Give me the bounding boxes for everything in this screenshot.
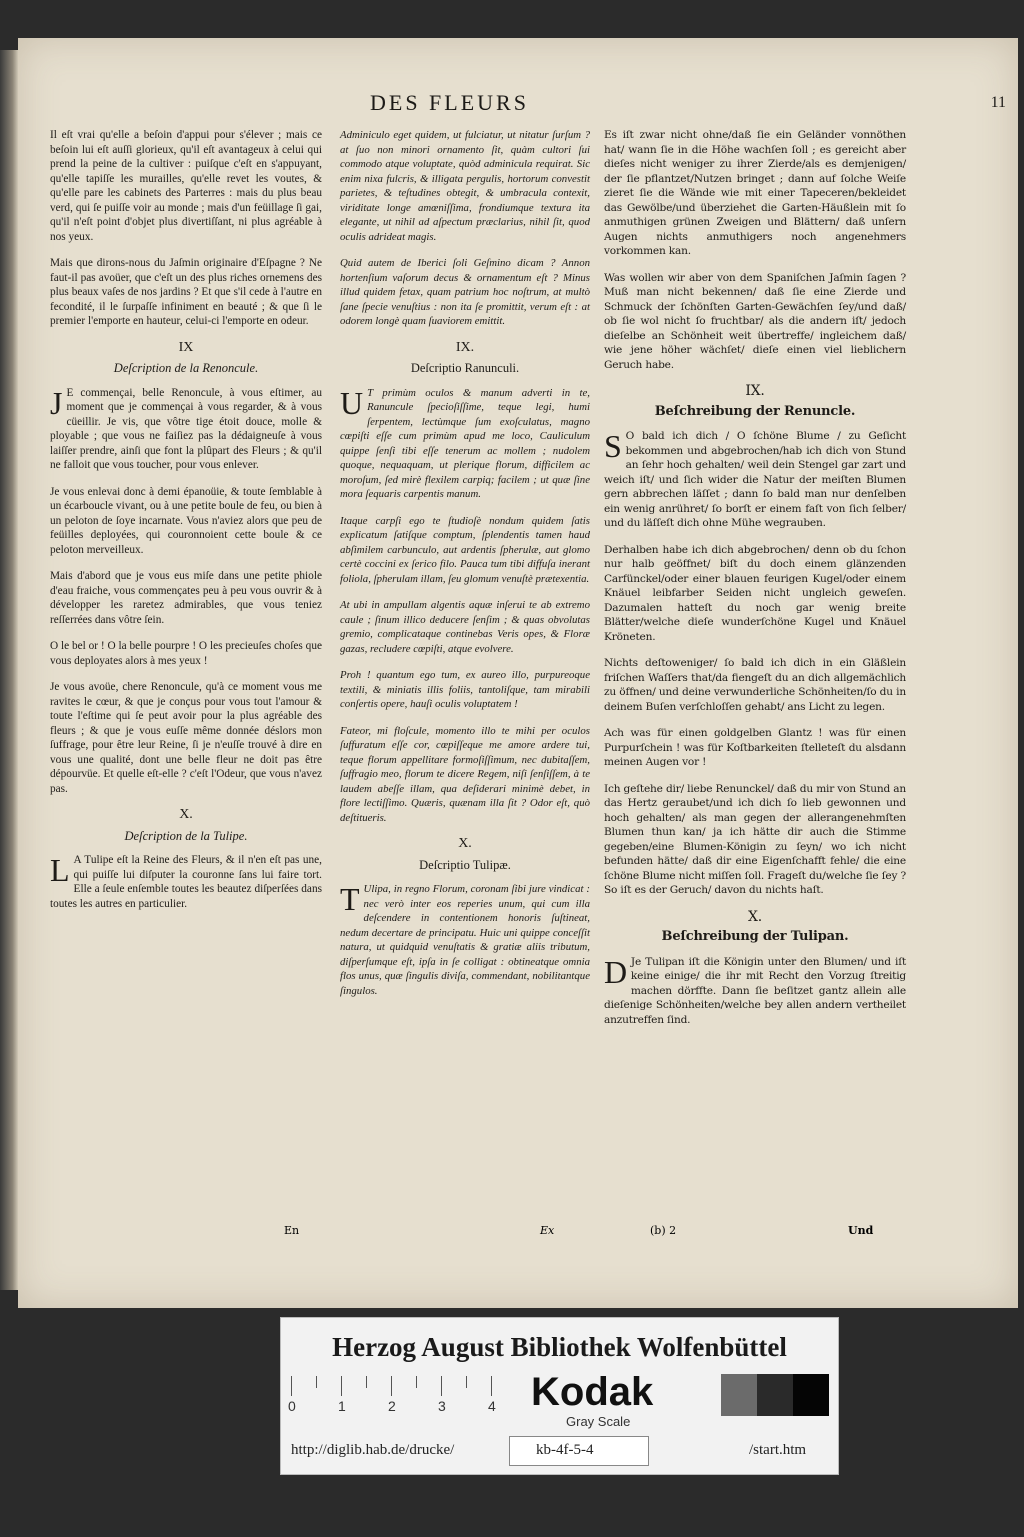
- latin-ranunculus-p1: U T primùm oculos & manum adverti in te, Ranuncule ſpecioſiſſime, teque legi, humi ſerpentem, lectùmque ſum exoſculatus, magno cœpiſti eſſe cum primùm apud me loco, Cauliculum quippe ſenſi tibi eſſe tenerum ac mollem ; nudolem quoque, nequaquam, ut plerique florum, difficilem ac moroſum, ſed mirè flexilem carpiq; facilem ; ut quæ ſine mora ſequaris carpentis manum.: [340, 384, 590, 500]
- book-page: [18, 38, 1018, 1308]
- latin-column: [340, 128, 590, 1010]
- latin-dropcap-u: U: [340, 384, 364, 421]
- latin-section-9-number: IX.: [455, 339, 475, 355]
- german-intro-1: Es iſt zwar nicht ohne/daß ſie ein Geländer vonnöthen hat/ wann ſie in die Höhe wachſen ſoll ; es gereicht aber dieſes nicht weniger zu ihrer Zierde/als es demjenigen/ der ſie pflantzet/Nutzen bringet ; dann auf ſolche Weiſe zieret ſie die Wände wie mit einer Tapeceren/bekleidet das Gewölbe/und überziehet die Garten-Häußlein mit ſo anmuthigen grünen Zweigen und Blättern/ daß unſern Augen nichts anmuthigers noch angenehmers vorkommen kan.: [604, 129, 906, 257]
- latin-ranunculus-p5: Fateor, mi floſcule, momento illo te mihi per oculos ſuffuratum eſſe cor, cœpiſſeque me amore ardere tui, teque florum appellitare formoſiſſimum, nec dubitaſſem, ſuffragio meo, florum te dicere Regem, niſi ſenſiſſem, à te laudem abeſſe illam, qua deſiderari minimè debet, in flore lectiſſimo. Quæris, quænam illa ſit ? Odor eſt, quò deſtitueris.: [340, 724, 590, 824]
- french-tulipe-p1: L A Tulipe eſt la Reine des Fleurs, & il n'en eſt pas une, qui puiſſe lui diſputer la couronne ſans lui faire tort. Elle a ſeule enſemble toutes les beautez diſperſées dans toutes les autres en particulier.: [50, 852, 322, 910]
- gray-swatch-black: [793, 1374, 829, 1416]
- scale-ruler: [288, 1376, 501, 1414]
- latin-section-9-title: Deſcriptio Ranunculi.: [410, 361, 520, 375]
- latin-dropcap-t: T: [340, 881, 360, 917]
- latin-intro-2: Quid autem de Iberici ſoli Geſmino dicam ? Annon hortenſium vaſorum decus & ornamentum eſt ? Minus illud quidem fetax, quam patrium hoc noſtrum, at multò ſane ſpecie venuſtius : non ita ſe promittit, verum eſt : at odorem longè quam ſuaviorem emittit.: [340, 257, 590, 327]
- running-title: DES FLEURS: [370, 90, 529, 115]
- url-suffix: /start.htm: [749, 1442, 807, 1458]
- ruler-tick: [466, 1376, 467, 1388]
- german-column: [604, 128, 906, 1039]
- french-intro-2: Mais que dirons-nous du Jaſmin originaire d'Eſpagne ? Ne faut-il pas avoüer, que c'eſt un des plus riches ornemens des plus beaux vaſes de nos jardins ? Et que s'il cede à l'autre en fecondité, il le ſurpaſſe infiniment en beauté ; & que ſi le premier l'emporte en hauteur, celui-ci l'emporte en odeur.: [50, 257, 322, 327]
- german-section-10-number: X.: [747, 908, 763, 925]
- ruler-tick: [416, 1376, 417, 1388]
- german-section-10-title: Beſchreibung der Tulipan.: [661, 929, 849, 944]
- french-renoncule-p4: O le bel or ! O la belle pourpre ! O les precieuſes choſes que vous deployates alors à mes yeux !: [50, 640, 322, 667]
- gray-swatch-medium: [721, 1374, 757, 1416]
- running-header: [18, 90, 1018, 120]
- ruler-number: 3: [438, 1398, 446, 1414]
- gray-swatch-dark: [757, 1374, 793, 1416]
- ruler-tick: [341, 1376, 342, 1396]
- german-dropcap-d: D: [604, 953, 627, 990]
- french-dropcap-l: L: [50, 852, 70, 888]
- color-target-bar: [280, 1317, 839, 1475]
- latin-catchword: Ex: [540, 1224, 555, 1237]
- url-prefix: http://diglib.hab.de/drucke/: [291, 1442, 455, 1458]
- german-section-9-number: IX.: [745, 383, 765, 399]
- latin-ranunculus-p3: At ubi in ampullam algentis aquæ inſerui te ab extremo caule ; ſinum illico deducere ſenſim ; & quas obvolutas gremio, complicataque continebas Veris opes, & Floræ gazas, recludere cœpiſti, atque evolvere.: [340, 599, 590, 655]
- library-name: Herzog August Bibliothek Wolfenbüttel: [332, 1332, 787, 1362]
- latin-ranunculus-p2: Itaque carpſi ego te ſtudioſè nondum quidem ſatis explicatum ſatiſque comptum, ſplendentis tamen haud abſimilem carbunculo, aut ardentis ſpherulæ, aut glomo certè coccini ex ſerico filo. Pauca tum tibi diffuſa inerant foliola, ſpherulam illam, ſeu glomum venuſtè prætexentia.: [340, 514, 590, 585]
- french-column: [50, 128, 322, 923]
- ruler-tick: [391, 1376, 392, 1396]
- german-section-9-title: Beſchreibung der Renuncle.: [654, 403, 856, 419]
- ruler-tick: [366, 1376, 367, 1388]
- latin-section-10-title: Deſcriptio Tulipæ.: [419, 857, 511, 872]
- signature-mark: (b) 2: [650, 1224, 677, 1237]
- ruler-tick: [291, 1376, 292, 1396]
- ruler-tick: [316, 1376, 317, 1388]
- german-catchword: Und: [848, 1224, 874, 1237]
- ruler-number: 0: [288, 1398, 296, 1414]
- german-renuncle-p4: Ach was für einen goldgelben Glantz ! was für einen Purpurſchein ! was für Koſtbarkeiten ſtelleteſt du alsdann meinen Augen vor !: [604, 727, 906, 768]
- ruler-number: 4: [488, 1398, 496, 1414]
- latin-tulipa-p1: T Ulipa, in regno Florum, coronam ſibi jure vindicat : nec verò inter eos reperies unum, qui cum illa deſcendere in contentionem honoris ſuſtineat, nedum decertare de principatu. Huic uni quippe conceſſit natura, ut quidquid venuſtatis & gratiæ aliis tributum, diſperſumque eſt, ipſa in ſe colligat : obtineatque omnia flos unus, quæ ſingulis diviſa, commendant, nobilitantque ſingulos.: [340, 881, 590, 997]
- german-dropcap-s: S: [604, 428, 622, 464]
- ruler-tick: [441, 1376, 442, 1396]
- book-spine-edge: [0, 50, 18, 1290]
- french-catchword: En: [284, 1224, 300, 1237]
- ruler-number: 1: [338, 1398, 346, 1414]
- page-number: 11: [990, 94, 1006, 111]
- french-intro-1: Il eſt vrai qu'elle a beſoin d'appui pour s'élever ; mais ce beſoin lui eſt auſſi glorieux, qu'il eſt avantageux à celui qui prend la peine de la cultiver : puiſque c'eſt en s'appuyant, qu'elle tapiſſe les murailles, qu'elle revet les voutes, & qu'elle pare les cabinets des Parterres : mais du plus beau verd, qui ſe puiſſe voir au monde ; mais d'un feüillage ſi gai, qu'il n'eſt point d'objet plus divertiſſant, ni plus agréable à nos yeux.: [50, 129, 322, 243]
- kodak-logo: Kodak: [531, 1370, 654, 1414]
- french-renoncule-p2: Je vous enlevai donc à demi épanoüie, & toute ſemblable à un écarboucle vivant, ou à une petite boule de feu, ou bien à un peloton de ſoye incarnate. Vous n'aviez alors que peu de feüilles deployées, qui couronnoient cette boule & ce peloton merveilleux.: [50, 485, 322, 556]
- latin-ranunculus-p4: Proh ! quantum ego tum, ex aureo illo, purpureoque textili, & miniatis illis foliis, tantoliſque, tam mirabili conſertis opere, hauſi oculis voluptatem !: [340, 669, 590, 710]
- french-renoncule-p5: Je vous avoüe, chere Renoncule, qu'à ce moment vous me ravites le cœur, & que je conçus pour vous tout l'amour & toute l'eſtime qui ſe peut avoir pour la plus agréable des fleurs ; & que je vous euſſe même donnée déslors mon ſuffrage, pour être leur Reine, ſi je n'euſſe trouvé à dire en vous une qualité, dont une belle fleur ne doit pas être dépourvüe. Et quelle eſt-elle ? c'eſt l'Odeur, que vous n'avez pas.: [50, 681, 322, 795]
- german-tulipan-p1: D Je Tulipan iſt die Königin unter den Blumen/ und iſt keine einige/ die ihr mit Recht den Vorzug ſtreitig machen dörffte. Dann ſie beſitzet gantz allein alle dieſenige Schönheiten/welche bey allen andern vertheilet anzutreffen ſind.: [604, 953, 906, 1026]
- french-section-9-title: Deſcription de la Renoncule.: [113, 361, 259, 375]
- german-renuncle-p3: Nichts deſtoweniger/ ſo bald ich dich in ein Gläßlein friſchen Waſſers that/da fiengeſt du an dich allgemächlich zu öffnen/ und deine verwunderliche Schönheiten/ſo du in deinem Buſen verſchloſſen gehabt/ ans Licht zu legen.: [604, 657, 906, 713]
- french-dropcap-j: J: [50, 384, 63, 421]
- german-renuncle-p2: Derhalben habe ich dich abgebrochen/ denn ob du ſchon nur halb geöffnet/ biſt du doch einem glänzenden Carfünckel/oder einer blauen feurigen Kugel/oder einem Knäuel leibfarber Seiden nicht ungleich geweſen. Dazumalen hatteſt du noch gar wenig breite Blätter/welche dieſe wunderſchöne Kugel und Knäuel Kröneten.: [604, 543, 906, 643]
- ruler-number: 2: [388, 1398, 396, 1414]
- french-renoncule-p1: J E commençai, belle Renoncule, à vous eſtimer, au moment que je commençai à vous regarder, & à vous cüeillir. Je vis, que vôtre tige étoit douce, molle & ployable ; que vous ne faiſiez pas la dédaigneuſe à vous laiſſer prendre, ainſi que font la plûpart des Fleurs ; & qu'il ne falloit que vous toucher, pour vous enlever.: [50, 384, 322, 471]
- french-renoncule-p3: Mais d'abord que je vous eus miſe dans une petite phiole d'eau fraiche, vous commençates peu à peu vous ouvrir & à développer les raretez admirables, que vous teniez reſſerrées dans vôtre ſein.: [50, 570, 322, 626]
- german-intro-2: Was wollen wir aber von dem Spaniſchen Jaſmin ſagen ? Muß man nicht bekennen/ daß ſie eine Zierde und Schmuck der ſchönſten Garten-Gewächſen ſey/und daß/ ob ſie wol nicht ſo fruchtbar/ als die andern iſt/ jedoch dieſelbe an Schönheit weit übertreffe/ ingleichem daß/ wie jene höher wächſet/ dieſe einen viel lieblichern Geruch habe.: [604, 271, 906, 371]
- german-renuncle-p1: S O bald ich dich / O ſchöne Blume / zu Geſicht bekommen und abgebrochen/hab ich dich von Stund an ſehr hoch gehalten/ weil dein Stengel gar zart und weich iſt/ und ſich wider die Natur der meiſten Blumen gern abbrechen läſſet ; dann ſo bald man nur denſelben ein wenig anrühret/ ſo borſt er einem faſt von ſich ſelber/ und du läſſeſt dich ohne Mühe wegrauben.: [604, 428, 906, 529]
- german-renuncle-p5: Ich geſtehe dir/ liebe Renunckel/ daß du mir von Stund an das Hertz geraubet/und ich dich ſo lieb gewonnen und hoch gehalten/ als man gegen der allerangenehmſten Blumen thun kan/ ja ich hätte dir auch die Stimme gegeben/eine Blumen-Königin zu ſeyn/ wo ich nicht befunden hätte/ daß dir eine Eigenſchafft fehle/ die eine ſchöne Blume nicht miſſen ſoll. Frageſt du/welche ſie ſey ? So iſt es der Geruch/ davon du nichts haſt.: [604, 782, 906, 896]
- latin-section-10-number: X.: [458, 836, 472, 851]
- french-section-9-number: IX: [178, 339, 194, 355]
- ruler-tick: [491, 1376, 492, 1396]
- url-id: kb-4f-5-4: [536, 1442, 594, 1458]
- french-section-10-title: Deſcription de la Tulipe.: [124, 828, 248, 843]
- french-section-10-number: X.: [179, 807, 193, 822]
- latin-intro-1: Adminiculo eget quidem, ut fulciatur, ut nitatur ſurſum ? at ſuo non minori ornamento ſit, quàm cultori ſui commodo atque voluptate, quòd adminicula requirat. Sic enim nixa fulcris, & illigata pergulis, hortorum convestit parietes, & teſtudines obtegit, & umbracula contexit, viriditate longe amœniſſima, frondiumque textura ita elegante, ut nihil ad aſpectum præclarius, nihil ſit, quod oculis adrideat magis.: [340, 129, 590, 243]
- gray-scale-label: Gray Scale: [566, 1414, 631, 1429]
